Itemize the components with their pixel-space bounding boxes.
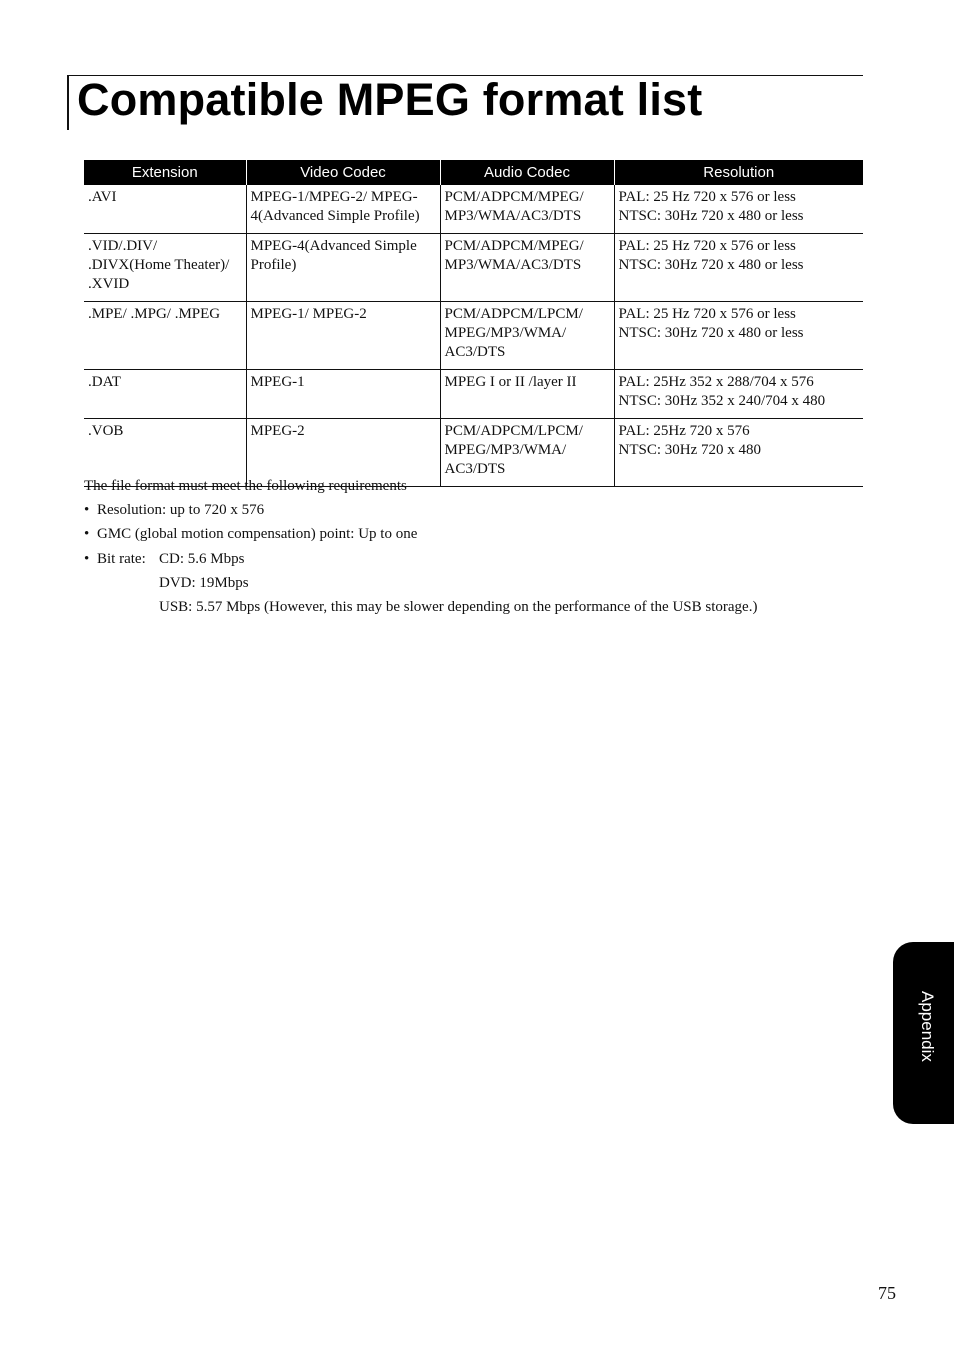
header-resolution: Resolution	[614, 160, 863, 185]
appendix-side-tab-label: Appendix	[918, 991, 937, 1062]
cell-resolution: PAL: 25 Hz 720 x 576 or less NTSC: 30Hz 720 x 480 or less	[614, 185, 863, 234]
cell-resolution: PAL: 25Hz 720 x 576 NTSC: 30Hz 720 x 480	[614, 419, 863, 487]
cell-audio-codec: PCM/ADPCM/LPCM/ MPEG/MP3/WMA/ AC3/DTS	[440, 302, 614, 370]
cell-extension: .VOB	[84, 419, 246, 487]
cell-resolution: PAL: 25Hz 352 x 288/704 x 576 NTSC: 30Hz 352 x 240/704 x 480	[614, 370, 863, 419]
requirement-gmc	[84, 522, 863, 546]
page-title: Compatible MPEG format list	[77, 74, 703, 125]
cell-extension: .DAT	[84, 370, 246, 419]
requirement-bitrate	[84, 547, 863, 571]
cell-resolution: PAL: 25 Hz 720 x 576 or less NTSC: 30Hz 720 x 480 or less	[614, 234, 863, 302]
bitrate-dvd: DVD: 19Mbps	[159, 574, 249, 591]
table-row	[84, 185, 863, 234]
bullet-icon: •	[84, 502, 90, 519]
cell-resolution: PAL: 25 Hz 720 x 576 or less NTSC: 30Hz 720 x 480 or less	[614, 302, 863, 370]
table-row	[84, 370, 863, 419]
cell-audio-codec: PCM/ADPCM/MPEG/ MP3/WMA/AC3/DTS	[440, 185, 614, 234]
header-extension: Extension	[84, 160, 246, 185]
bitrate-label: Bit rate:	[97, 550, 146, 567]
bitrate-cd: CD: 5.6 Mbps	[159, 550, 245, 567]
cell-extension: .MPE/ .MPG/ .MPEG	[84, 302, 246, 370]
table-header-row	[84, 160, 863, 185]
header-video-codec: Video Codec	[246, 160, 440, 185]
cell-video-codec: MPEG-4(Advanced Simple Profile)	[246, 234, 440, 302]
cell-audio-codec: PCM/ADPCM/MPEG/ MP3/WMA/AC3/DTS	[440, 234, 614, 302]
cell-extension: .VID/.DIV/ .DIVX(Home Theater)/ .XVID	[84, 234, 246, 302]
format-table	[84, 160, 863, 487]
bullet-icon: •	[84, 526, 90, 543]
cell-extension: .AVI	[84, 185, 246, 234]
cell-audio-codec: PCM/ADPCM/LPCM/ MPEG/MP3/WMA/ AC3/DTS	[440, 419, 614, 487]
header-audio-codec: Audio Codec	[440, 160, 614, 185]
table-row	[84, 302, 863, 370]
cell-video-codec: MPEG-1	[246, 370, 440, 419]
requirement-resolution-text: Resolution: up to 720 x 576	[97, 502, 265, 519]
cell-video-codec: MPEG-1/MPEG-2/ MPEG- 4(Advanced Simple Profile)	[246, 185, 440, 234]
cell-audio-codec: MPEG I or II /layer II	[440, 370, 614, 419]
requirements-notes	[84, 474, 863, 619]
table-row	[84, 234, 863, 302]
requirements-intro: The file format must meet the following requirements	[84, 478, 407, 494]
requirement-resolution	[84, 498, 863, 522]
cell-video-codec: MPEG-2	[246, 419, 440, 487]
page-number: 75	[878, 1283, 896, 1303]
bitrate-usb: USB: 5.57 Mbps (However, this may be slower depending on the performance of the USB storage.)	[159, 598, 758, 615]
requirement-gmc-text: GMC (global motion compensation) point: Up to one	[97, 526, 418, 543]
bullet-icon: •	[84, 550, 90, 567]
cell-video-codec: MPEG-1/ MPEG-2	[246, 302, 440, 370]
